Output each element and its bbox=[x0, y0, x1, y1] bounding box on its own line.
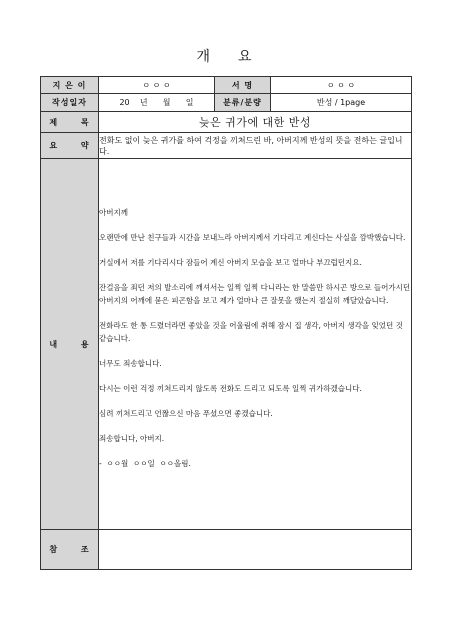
row-subject bbox=[41, 112, 412, 133]
document-title bbox=[0, 46, 450, 66]
author-value: ㅇ ㅇ ㅇ bbox=[99, 77, 215, 94]
content-paragraph: 심려 끼쳐드리고 언짢으신 마음 푸셨으면 좋겠습니다. bbox=[99, 409, 273, 418]
date-value: 20 년 월 일 bbox=[99, 94, 215, 112]
content-paragraph: 너무도 죄송합니다. bbox=[99, 359, 162, 368]
content-paragraph: - ㅇㅇ월 ㅇㅇ일 ㅇㅇ올림. bbox=[99, 459, 191, 468]
content-paragraph: 다시는 이런 걱정 끼쳐드리지 않도록 전화도 드리고 되도록 일찍 귀가하겠습니다. bbox=[99, 384, 362, 393]
reference-value bbox=[99, 530, 412, 570]
signature-label: 서 명 bbox=[215, 77, 271, 94]
content-body bbox=[99, 159, 412, 530]
reference-label: 참 조 bbox=[41, 530, 99, 570]
subject-value: 늦은 귀가에 대한 반성 bbox=[99, 112, 412, 133]
category-value: 반성 / 1page bbox=[271, 94, 412, 112]
title-part-1: 개 bbox=[196, 49, 212, 65]
content-paragraph: 오랜만에 만난 친구들과 시간을 보내느라 아버지께서 기다리고 계신다는 사실을 깜박했습니다. bbox=[99, 233, 406, 242]
summary-label: 요 약 bbox=[41, 133, 99, 159]
row-reference bbox=[41, 530, 412, 570]
content-paragraph: 거실에서 저를 기다리시다 잠들어 계신 아버지 모습을 보고 얼마나 부끄럽던지요. bbox=[99, 258, 362, 267]
content-paragraph: 잔걸음을 죄던 저의 발소리에 깨셔서는 일찍 일찍 다니라는 한 말씀만 하시곤 방으로 들어가시던 아버지의 어깨에 묻은 피곤함을 보고 제가 얼마나 큰 잘못을 했는지 절실히 깨달았습니다. bbox=[99, 283, 411, 305]
author-label: 지 은 이 bbox=[41, 77, 99, 94]
summary-form-table bbox=[40, 76, 412, 570]
row-content bbox=[41, 159, 412, 530]
row-author bbox=[41, 77, 412, 94]
subject-label: 제 목 bbox=[41, 112, 99, 133]
summary-value: 전화도 없이 늦은 귀가를 하여 걱정을 끼쳐드린 바, 아버지께 반성의 뜻을 전하는 글입니다. bbox=[99, 133, 412, 159]
category-label: 분류/분량 bbox=[215, 94, 271, 112]
signature-value: ㅇ ㅇ ㅇ bbox=[271, 77, 412, 94]
content-paragraph: 아버지께 bbox=[99, 208, 128, 217]
content-label: 내 용 bbox=[41, 159, 99, 530]
row-summary bbox=[41, 133, 412, 159]
date-label: 작성일자 bbox=[41, 94, 99, 112]
content-paragraph: 죄송합니다, 아버지. bbox=[99, 434, 165, 443]
row-date bbox=[41, 94, 412, 112]
title-part-2: 요 bbox=[238, 49, 254, 65]
content-paragraph: 전화라도 한 통 드렸더라면 좋았을 것을 어울림에 취해 잠시 집 생각, 아버지 생각을 잊었던 것 같습니다. bbox=[99, 321, 403, 343]
